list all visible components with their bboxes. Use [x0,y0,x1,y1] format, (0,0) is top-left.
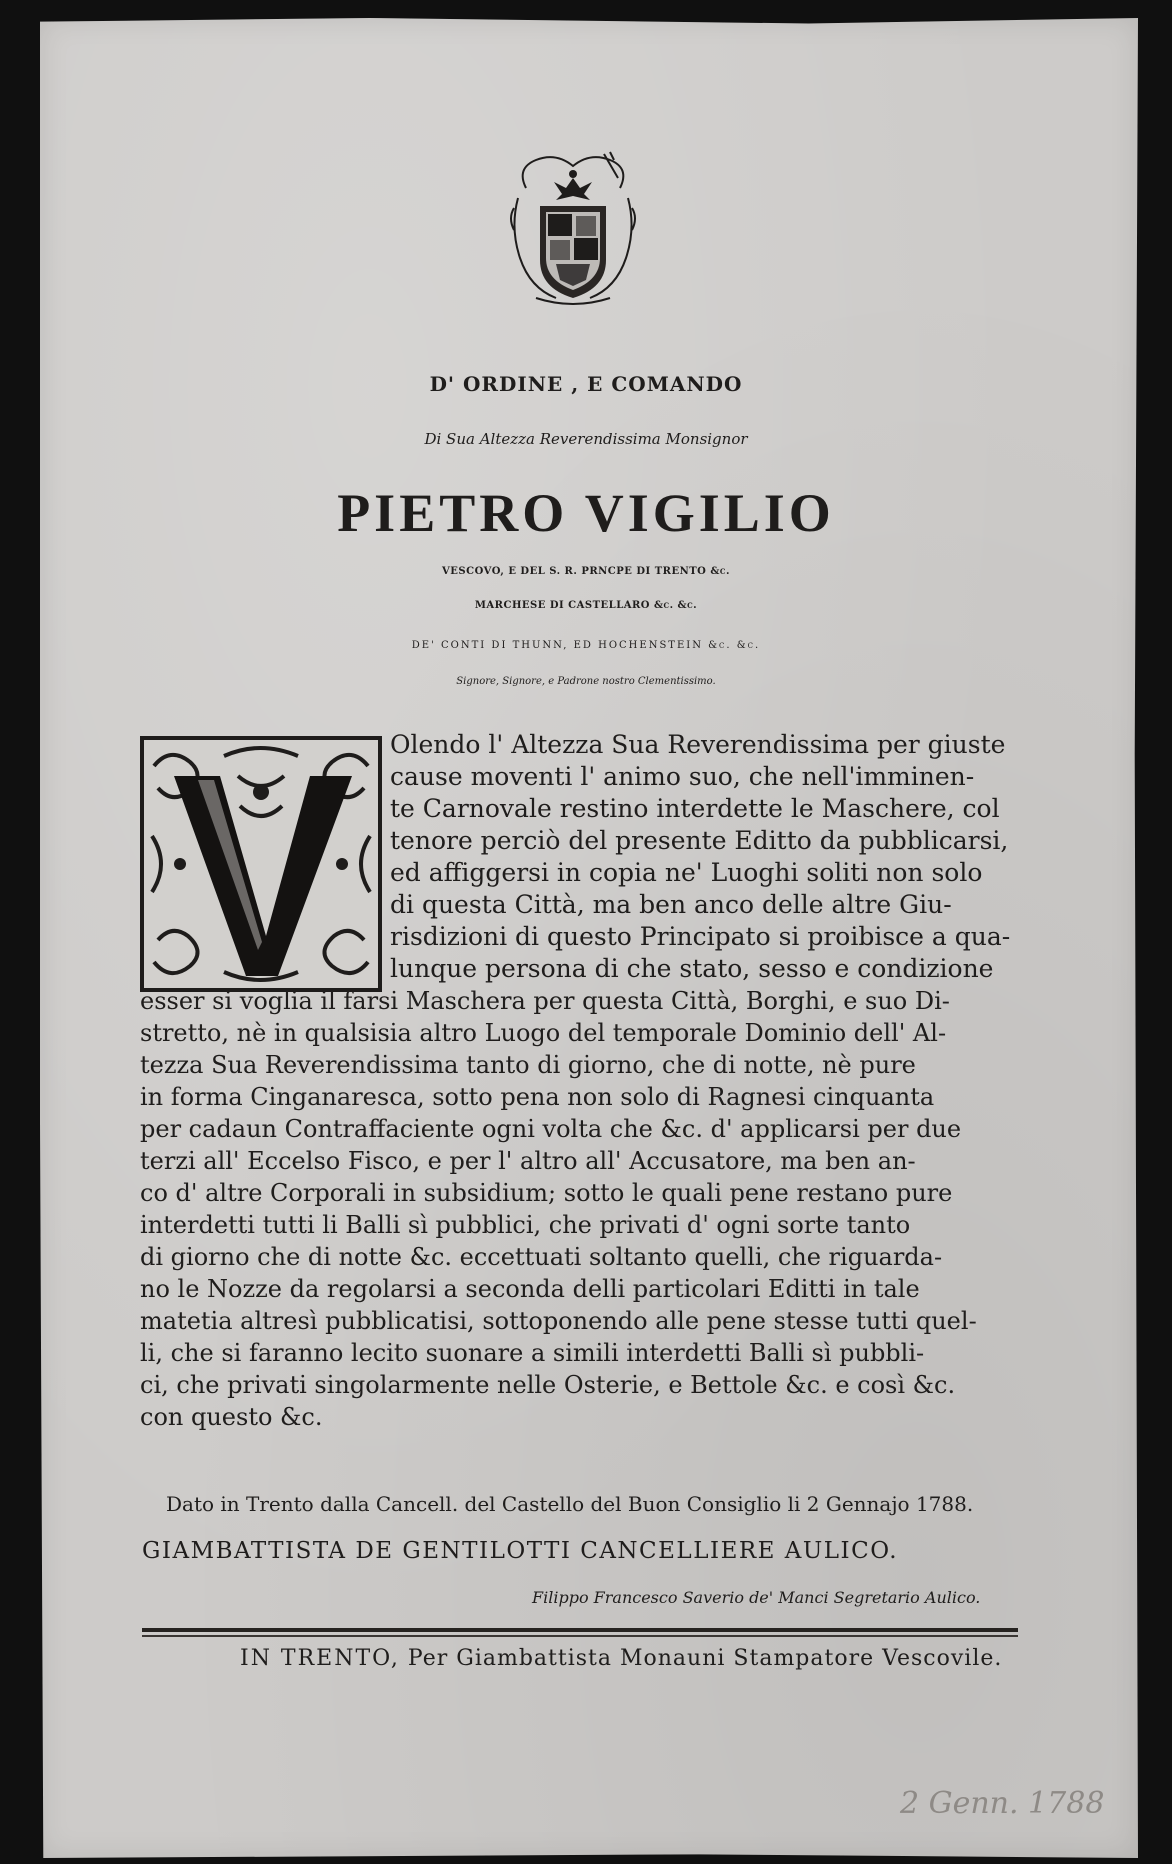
body-line-14: terzi all' Eccelso Fisco, e per l' altro all' Accusatore, ma ben an- [140,1147,916,1175]
date-line: Dato in Trento dalla Cancell. del Castello del Buon Consiglio li 2 Gennajo 1788. [166,1492,974,1516]
body-line-12: in forma Cinganaresca, sotto pena non solo di Ragnesi cinquanta [140,1083,935,1111]
coat-of-arms-icon [506,148,640,308]
body-line-21: ci, che privati singolarmente nelle Osterie, e Bettole &c. e così &c. [140,1371,956,1399]
body-line-20: li, che si faranno lecito suonare a simili interdetti Balli sì pubbli- [140,1339,925,1367]
secretary-signature: Filippo Francesco Saverio de' Manci Segretario Aulico. [532,1588,981,1607]
body-line-2: cause moventi l' animo suo, che nell'imminen- [390,762,975,791]
body-line-18: no le Nozze da regolarsi a seconda delli particolari Editti in tale [140,1275,920,1303]
body-line-8: lunque persona di che stato, sesso e condizione [390,954,994,983]
printer-imprint [240,1646,1002,1671]
body-line-17: di giorno che di notte &c. eccettuati soltanto quelli, che riguarda- [140,1243,943,1271]
body-line-6: di questa Città, ma ben anco delle altre Giu- [390,890,952,919]
handwritten-date-note: 2 Genn. 1788 [900,1786,1105,1821]
body-line-19: matetia altresì pubblicatisi, sottoponendo alle pene stesse tutti quel- [140,1307,977,1335]
heading-by-line: Di Sua Altezza Reverendissima Monsignor [424,430,748,448]
heading-order-line: D' ORDINE , E COMANDO [429,372,743,396]
heading-title-3: DE' CONTI DI THUNN, ED HOCHENSTEIN &c. &c. [411,640,761,651]
divider-rule [142,1628,1018,1632]
heading-name: PIETRO VIGILIO [337,483,835,543]
divider-rule-thin [142,1635,1018,1637]
body-line-15: co d' altre Corporali in subsidium; sotto le quali pene restano pure [140,1179,953,1207]
body-line-22: con questo &c. [140,1403,323,1431]
heading-title-1: VESCOVO, E DEL S. R. PRNCPE DI TRENTO &c. [442,566,730,577]
body-line-9: esser si voglia il farsi Maschera per questa Città, Borghi, e suo Di- [140,987,950,1015]
heading-title-4: Signore, Signore, e Padrone nostro Clementissimo. [456,676,716,687]
body-line-16: interdetti tutti li Balli sì pubblici, che privati d' ogni sorte tanto [140,1211,911,1239]
body-line-5: ed affiggersi in copia ne' Luoghi soliti non solo [390,858,983,887]
body-line-7: risdizioni di questo Principato si proibisce a qua- [390,922,1011,951]
heading-title-2: MARCHESE DI CASTELLARO &c. &c. [474,600,698,611]
body-line-11: tezza Sua Reverendissima tanto di giorno, che di notte, nè pure [140,1051,916,1079]
body-line-1: Olendo l' Altezza Sua Reverendissima per giuste [390,730,1006,759]
body-line-4: tenore perciò del presente Editto da pubblicarsi, [390,826,1009,855]
printer-name: Per Giambattista Monauni Stampatore Vescovile. [407,1646,1003,1671]
printer-city: IN TRENTO, [240,1646,400,1671]
decorated-initial-v-icon [140,736,382,992]
body-line-13: per cadaun Contraffaciente ogni volta che &c. d' applicarsi per due [140,1115,962,1143]
chancellor-signature: GIAMBATTISTA DE GENTILOTTI CANCELLIERE AULICO. [142,1538,899,1564]
body-line-10: stretto, nè in qualsisia altro Luogo del temporale Dominio dell' Al- [140,1019,947,1047]
body-line-3: te Carnovale restino interdette le Maschere, col [390,794,1000,823]
